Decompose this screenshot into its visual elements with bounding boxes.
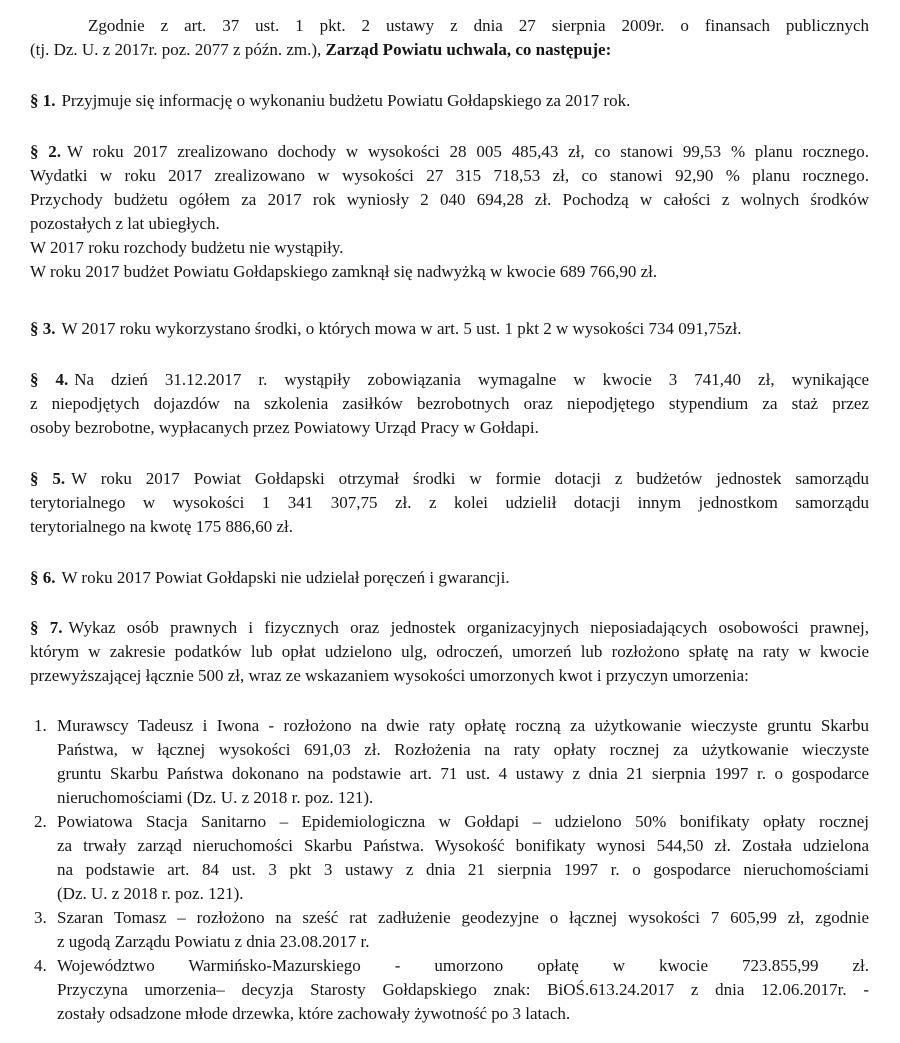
list-item-3-number: 3. bbox=[34, 908, 47, 927]
text-line bbox=[30, 566, 869, 590]
text-line: na podstawie art. 84 ust. 3 pkt 3 ustawy z dnia 21 sierpnia 1997 r. o gospodarce nieruchomościami bbox=[57, 860, 869, 879]
section-5 bbox=[30, 467, 869, 539]
text-line bbox=[30, 616, 869, 640]
list-item-1 bbox=[30, 714, 869, 810]
text-line bbox=[30, 467, 869, 491]
section-4 bbox=[30, 368, 869, 440]
section-2-label: § 2. bbox=[30, 142, 62, 161]
section-3-label: § 3. bbox=[30, 319, 56, 338]
section-1 bbox=[30, 89, 869, 113]
section-5-label: § 5. bbox=[30, 469, 66, 488]
text-line: terytorialnego na kwotę 175 886,60 zł. bbox=[30, 517, 293, 536]
list-item-2-number: 2. bbox=[34, 812, 47, 831]
section-5-line: W roku 2017 Powiat Gołdapski otrzymał środki w formie dotacji z budżetów jednostek samorządu bbox=[71, 469, 869, 488]
text-line: (Dz. U. z 2018 r. poz. 121). bbox=[57, 884, 244, 903]
section-7-line: Wykaz osób prawnych i fizycznych oraz jednostek organizacyjnych nieposiadających osobowości prawnej, bbox=[68, 618, 869, 637]
intro-line2-normal: (tj. Dz. U. z 2017r. poz. 2077 z późn. zm.), bbox=[30, 40, 326, 59]
list-item-4-number: 4. bbox=[34, 956, 47, 975]
section-6-label: § 6. bbox=[30, 568, 56, 587]
list-item-3 bbox=[30, 906, 869, 954]
intro-paragraph bbox=[30, 14, 869, 62]
section-4-label: § 4. bbox=[30, 370, 69, 389]
section-2 bbox=[30, 140, 869, 284]
section-6 bbox=[30, 566, 869, 590]
section-6-text: W roku 2017 Powiat Gołdapski nie udzielał poręczeń i gwarancji. bbox=[61, 568, 510, 587]
section-3 bbox=[30, 317, 869, 341]
intro-line1: Zgodnie z art. 37 ust. 1 pkt. 2 ustawy z dnia 27 sierpnia 2009r. o finansach publicznych bbox=[88, 16, 869, 35]
text-line: nieruchomościami (Dz. U. z 2018 r. poz. 121). bbox=[57, 788, 374, 807]
section-1-text: Przyjmuje się informację o wykonaniu budżetu Powiatu Gołdapskiego za 2017 rok. bbox=[61, 91, 631, 110]
text-line: W 2017 roku rozchody budżetu nie wystąpiły. bbox=[30, 238, 344, 257]
text-line bbox=[30, 317, 869, 341]
section-4-line: Na dzień 31.12.2017 r. wystąpiły zobowiązania wymagalne w kwocie 3 741,40 zł, wynikające bbox=[74, 370, 870, 389]
text-line: za trwały zarząd nieruchomości Skarbu Państwa. Wysokość bonifikaty wynosi 544,50 zł. Została udzielona bbox=[57, 836, 869, 855]
section-3-text: W 2017 roku wykorzystano środki, o których mowa w art. 5 ust. 1 pkt 2 w wysokości 734 091,75zł. bbox=[61, 319, 742, 338]
text-line: gruntu Skarbu Państwa dokonano na podstawie art. 71 ust. 4 ustawy z dnia 21 sierpnia 1997 r. o gospodarce bbox=[57, 764, 869, 783]
text-line: Wydatki w roku 2017 zrealizowano w wysokości 27 315 718,53 zł, co stanowi 92,90 % planu rocznego. bbox=[30, 166, 869, 185]
text-line: Województwo Warmińsko-Mazurskiego - umorzono opłatę w kwocie 723.855,99 zł. bbox=[57, 956, 869, 975]
text-line: którym w zakresie podatków lub opłat udzielono ulg, odroczeń, umorzeń lub rozłożono spłatę na raty w kwocie bbox=[30, 642, 869, 661]
text-line: zostały odsadzone młode drzewka, które zachowały żywotność po 3 latach. bbox=[57, 1004, 571, 1023]
text-line: przewyższającej łącznie 500 zł, wraz ze wskazaniem wysokości umorzonych kwot i przyczyn umorzenia: bbox=[30, 666, 749, 685]
text-line: osoby bezrobotne, wypłacanych przez Powiatowy Urząd Pracy w Gołdapi. bbox=[30, 418, 539, 437]
text-line: terytorialnego w wysokości 1 341 307,75 zł. z kolei udzielił dotacji innym jednostkom samorządu bbox=[30, 493, 869, 512]
text-line: Przyczyna umorzenia– decyzja Starosty Gołdapskiego znak: BiOŚ.613.24.2017 z dnia 12.06.2017r. - bbox=[57, 980, 869, 999]
intro-line2-bold: Zarząd Powiatu uchwala, co następuje: bbox=[325, 40, 612, 59]
text-line bbox=[30, 368, 869, 392]
text-line: Szaran Tomasz – rozłożono na sześć rat zadłużenie geodezyjne o łącznej wysokości 7 605,99 zł, zgodnie bbox=[57, 908, 869, 927]
list-item-2 bbox=[30, 810, 869, 906]
text-line: Murawscy Tadeusz i Iwona - rozłożono na dwie raty opłatę roczną za użytkowanie wieczyste gruntu Skarbu bbox=[57, 716, 869, 735]
entity-list bbox=[30, 714, 869, 1026]
text-line: Państwa, w łącznej wysokości 691,03 zł. Rozłożenia na raty opłaty rocznej za użytkowanie wieczyste bbox=[57, 740, 869, 759]
text-line bbox=[30, 38, 869, 62]
text-line bbox=[30, 89, 869, 113]
text-line: Przychody budżetu ogółem za 2017 rok wyniosły 2 040 694,28 zł. Pochodzą w całości z wolnych środków bbox=[30, 190, 869, 209]
list-item-1-number: 1. bbox=[34, 716, 47, 735]
text-line: z ugodą Zarządu Powiatu z dnia 23.08.2017 r. bbox=[57, 932, 370, 951]
list-item-4 bbox=[30, 954, 869, 1026]
section-7 bbox=[30, 616, 869, 688]
text-line: W roku 2017 budżet Powiatu Gołdapskiego zamknął się nadwyżką w kwocie 689 766,90 zł. bbox=[30, 262, 658, 281]
text-line: Powiatowa Stacja Sanitarno – Epidemiologiczna w Gołdapi – udzielono 50% bonifikaty opłaty rocznej bbox=[57, 812, 869, 831]
text-line bbox=[30, 140, 869, 164]
section-2-line: W roku 2017 zrealizowano dochody w wysokości 28 005 485,43 zł, co stanowi 99,53 % planu rocznego. bbox=[66, 142, 869, 161]
section-1-label: § 1. bbox=[30, 91, 56, 110]
text-line: pozostałych z lat ubiegłych. bbox=[30, 214, 220, 233]
text-line: z niepodjętych dojazdów na szkolenia zasiłków bezrobotnych oraz niepodjętego stypendium za staż przez bbox=[30, 394, 869, 413]
section-7-label: § 7. bbox=[30, 618, 63, 637]
text-line bbox=[30, 14, 869, 38]
